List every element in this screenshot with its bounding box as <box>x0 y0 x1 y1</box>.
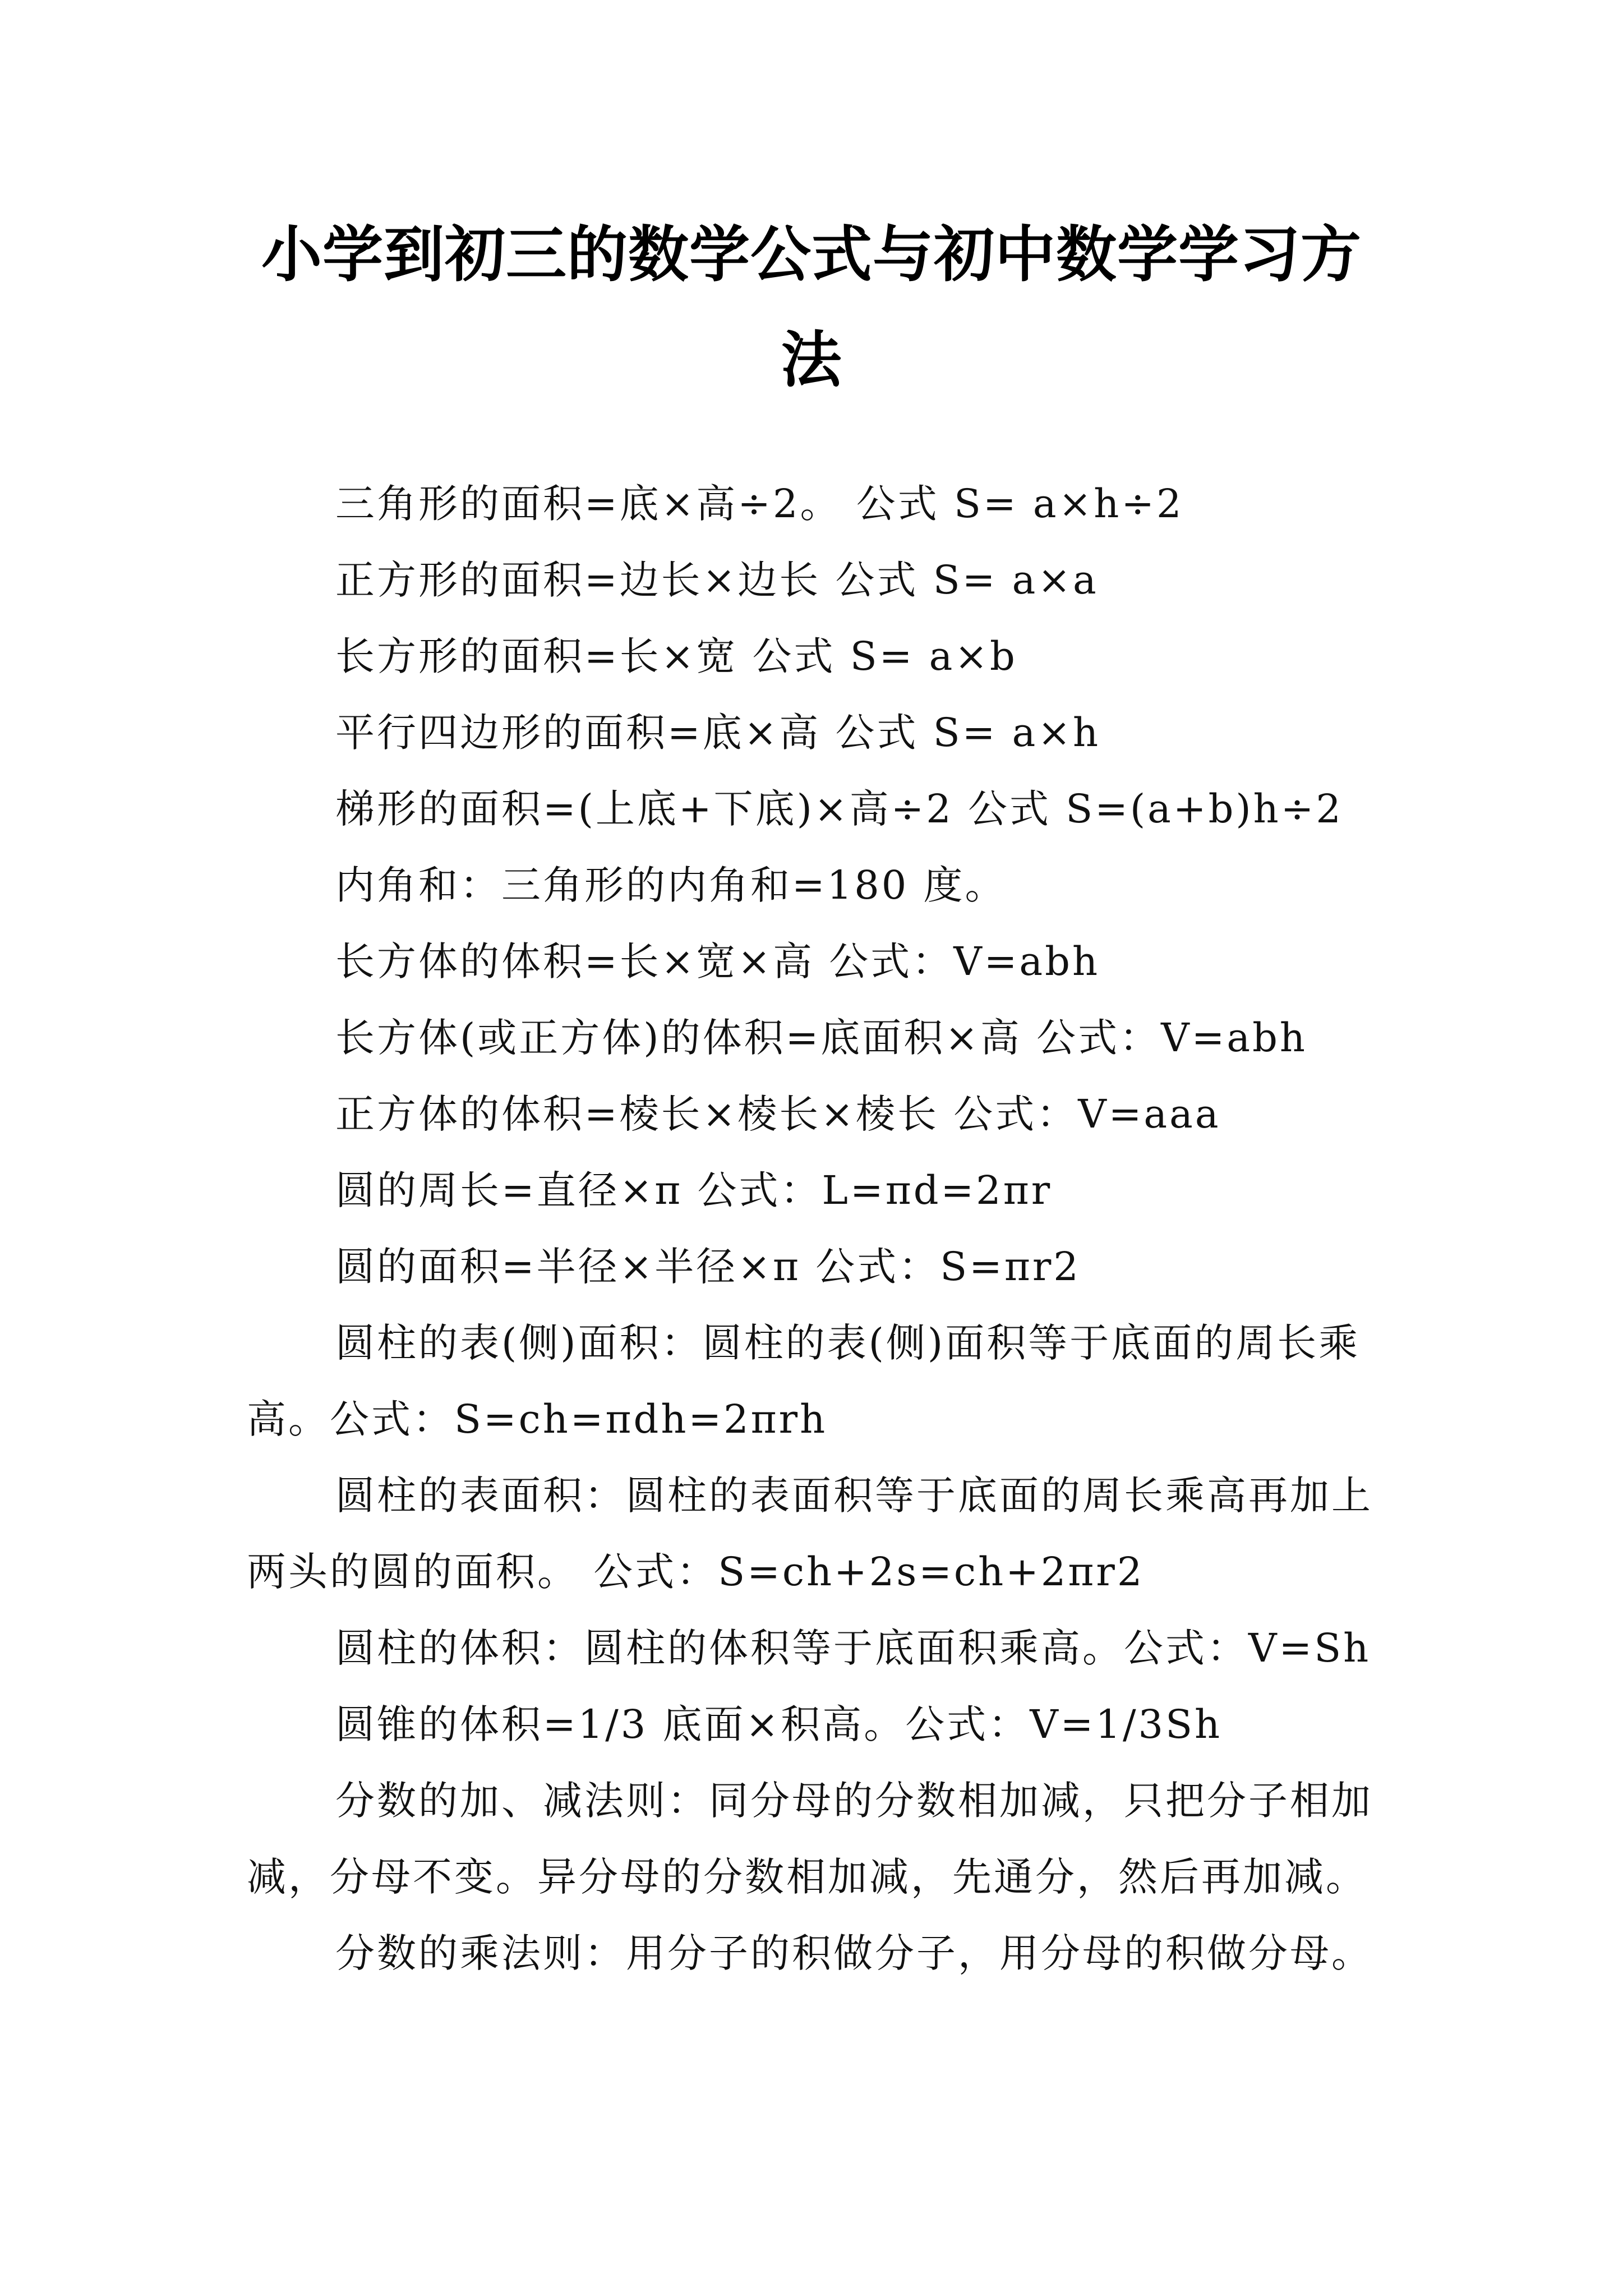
paragraph-triangle-angle-sum: 内角和：三角形的内角和=180 度。 <box>335 862 1007 908</box>
document-body <box>247 466 1385 1991</box>
paragraph-trapezoid-area: 梯形的面积=(上底+下底)×高÷2 公式 S=(a+b)h÷2 <box>335 786 1343 832</box>
paragraph-rectangle-area: 长方形的面积=长×宽 公式 S= a×b <box>335 633 1017 679</box>
paragraph-cube-volume: 正方体的体积=棱长×棱长×棱长 公式：V=aaa <box>335 1091 1221 1137</box>
paragraph-circle-circumference: 圆的周长=直径×π 公式：L=πd=2πr <box>335 1167 1053 1213</box>
paragraph-cylinder-lateral-area: 圆柱的表(侧)面积：圆柱的表(侧)面积等于底面的周长乘高。公式：S=ch=πdh=2πrh <box>247 1320 1361 1442</box>
paragraph-parallelogram-area: 平行四边形的面积=底×高 公式 S= a×h <box>335 710 1101 756</box>
paragraph-cuboid-base-volume: 长方体(或正方体)的体积=底面积×高 公式：V=abh <box>335 1015 1308 1061</box>
paragraph-square-area: 正方形的面积=边长×边长 公式 S= a×a <box>335 557 1099 603</box>
paragraph-circle-area: 圆的面积=半径×半径×π 公式：S=πr2 <box>335 1244 1081 1290</box>
paragraph-triangle-area: 三角形的面积=底×高÷2。 公式 S= a×h÷2 <box>335 481 1184 527</box>
paragraph-fraction-add-subtract: 分数的加、减法则：同分母的分数相加减，只把分子相加减，分母不变。异分母的分数相加减，先通分，然后再加减。 <box>247 1778 1373 1900</box>
paragraph-cylinder-volume: 圆柱的体积：圆柱的体积等于底面积乘高。公式：V=Sh <box>335 1625 1371 1671</box>
paragraph-cone-volume: 圆锥的体积=1/3 底面×积高。公式：V=1/3Sh <box>335 1701 1223 1747</box>
paragraph-fraction-multiply: 分数的乘法则：用分子的积做分子，用分母的积做分母。 <box>335 1930 1373 1976</box>
paragraph-cuboid-volume: 长方体的体积=长×宽×高 公式：V=abh <box>335 938 1100 984</box>
paragraph-cylinder-surface-area: 圆柱的表面积：圆柱的表面积等于底面的周长乘高再加上两头的圆的面积。 公式：S=ch+2s=ch+2πr2 <box>247 1473 1373 1595</box>
document-title: 小学到初三的数学公式与初中数学学习方法 <box>261 219 1362 395</box>
